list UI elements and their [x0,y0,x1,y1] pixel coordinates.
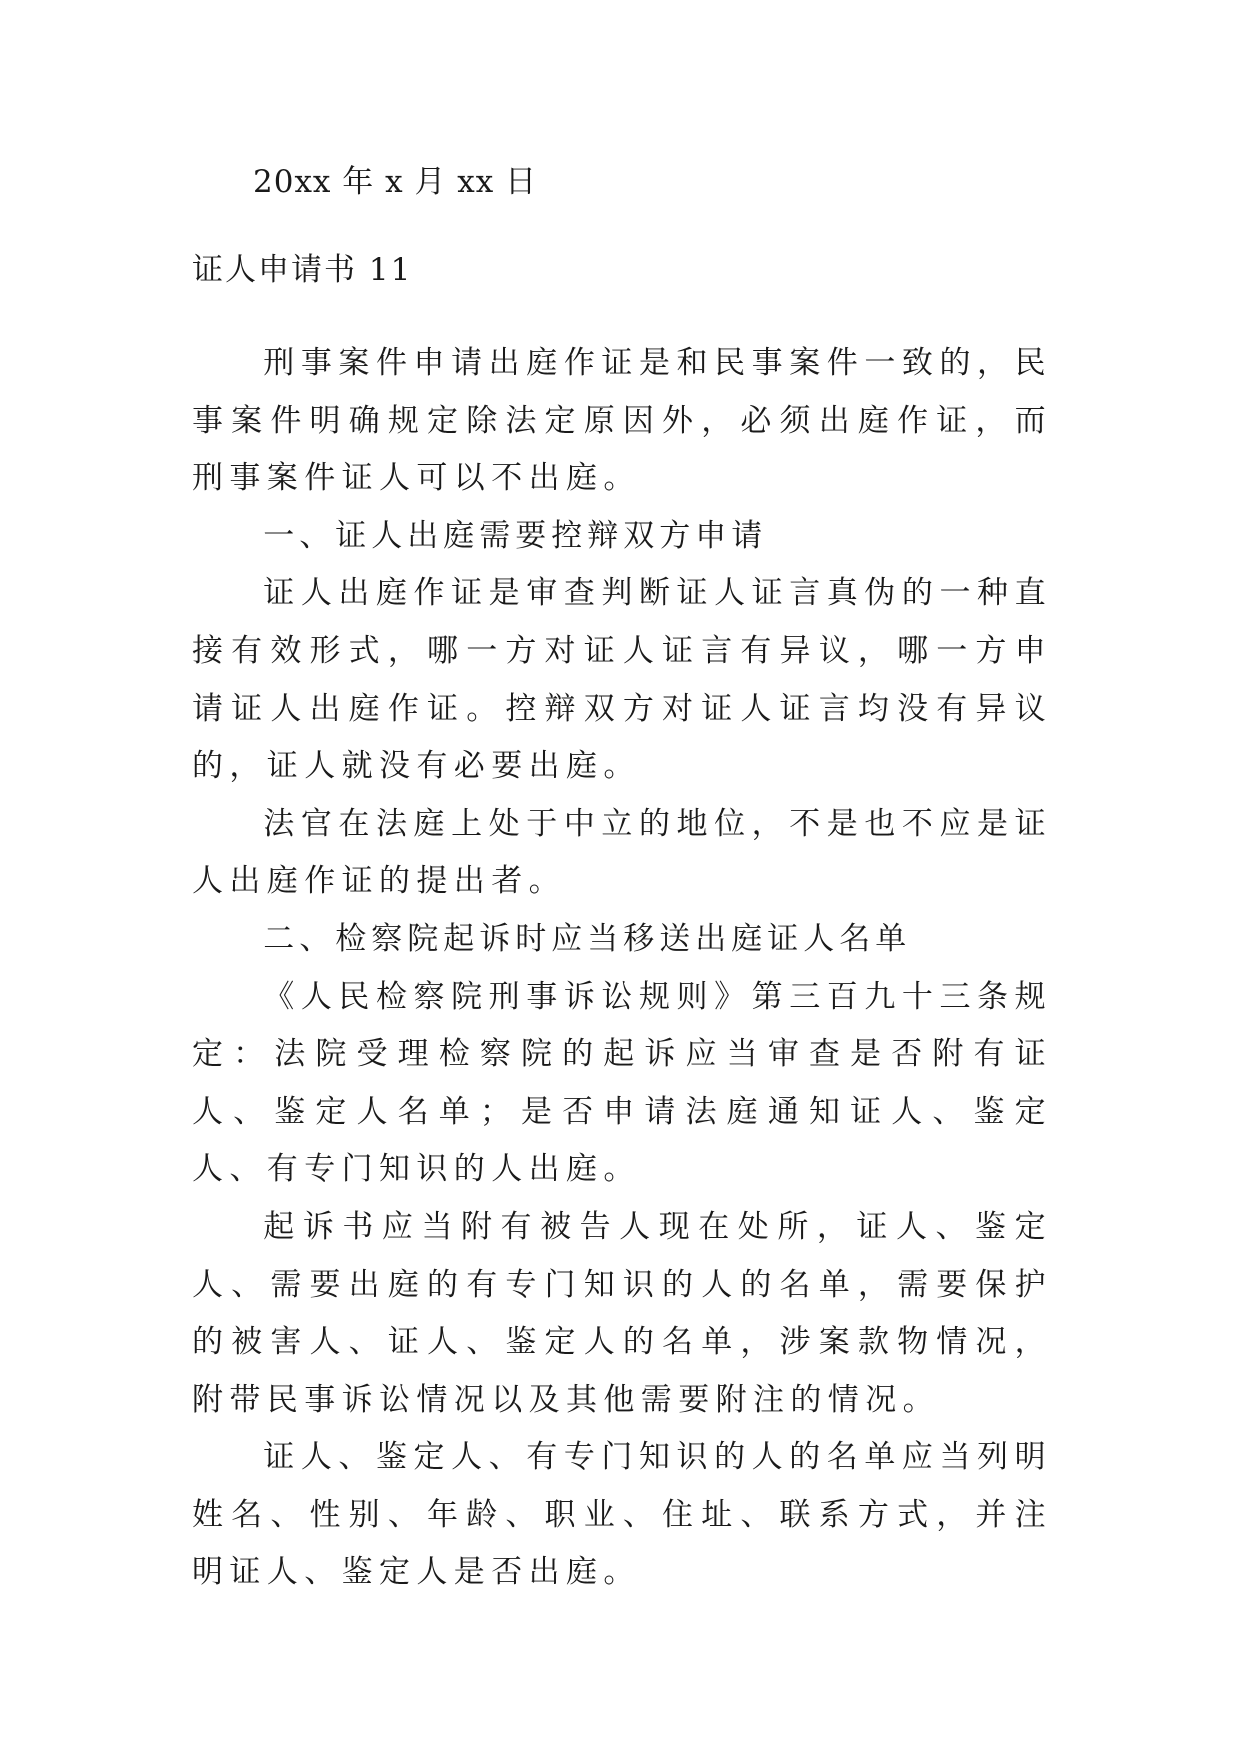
paragraph: 法官在法庭上处于中立的地位，不是也不应是证人出庭作证的提出者。 [192,805,1052,900]
paragraph: 《人民检察院刑事诉讼规则》第三百九十三条规定：法院受理检察院的起诉应当审查是否附有证人、鉴定人名单；是否申请法庭通知证人、鉴定人、有专门知识的人出庭。 [192,978,1052,1188]
paragraph: 刑事案件申请出庭作证是和民事案件一致的，民事案件明确规定除法定原因外，必须出庭作证，而刑事案件证人可以不出庭。 [192,345,1052,497]
section-heading: 一、证人出庭需要控辩双方申请 [263,517,768,554]
paragraph: 起诉书应当附有被告人现在处所，证人、鉴定人、需要出庭的有专门知识的人的名单，需要保护的被害人、证人、鉴定人的名单，涉案款物情况，附带民事诉讼情况以及其他需要附注的情况。 [192,1208,1052,1418]
paragraph: 证人出庭作证是审查判断证人证言真伪的一种直接有效形式，哪一方对证人证言有异议，哪一方申请证人出庭作证。控辩双方对证人证言均没有异议的，证人就没有必要出庭。 [192,575,1052,785]
document-body [192,335,1052,1602]
section-heading: 二、检察院起诉时应当移送出庭证人名单 [263,920,912,957]
document-title: 证人申请书 11 [192,252,413,288]
document-date: 20xx 年 x 月 xx 日 [253,164,538,200]
paragraph: 证人、鉴定人、有专门知识的人的名单应当列明姓名、性别、年龄、职业、住址、联系方式，并注明证人、鉴定人是否出庭。 [192,1439,1052,1591]
